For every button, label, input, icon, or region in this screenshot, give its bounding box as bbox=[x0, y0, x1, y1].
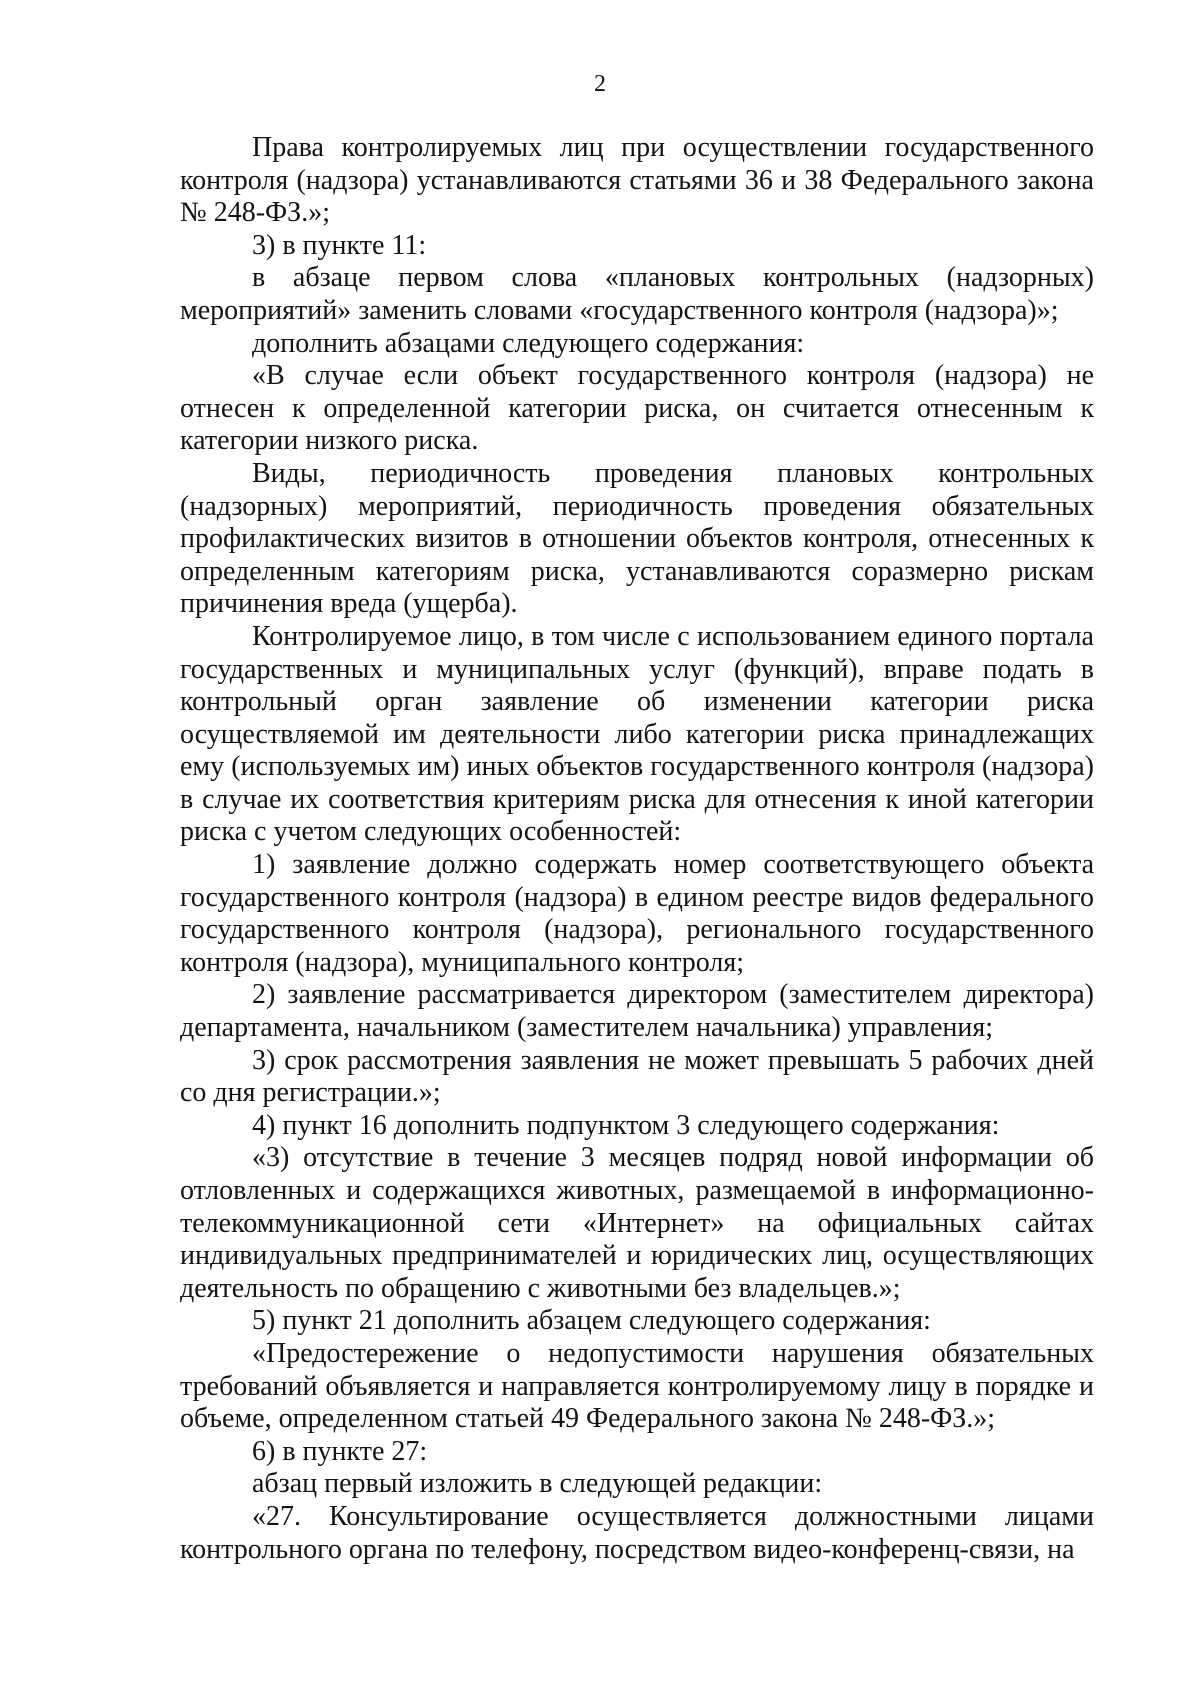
paragraph: «Предостережение о недопустимости нарушения обязательных требований объявляется и направляется контролируемому лицу в порядке и объеме, определенном статьей 49 Федерального закона № 248-ФЗ.»; bbox=[180, 1337, 1094, 1435]
paragraph: в абзаце первом слова «плановых контрольных (надзорных) мероприятий» заменить словами «государственного контроля (надзора)»; bbox=[180, 262, 1094, 326]
paragraph: дополнить абзацами следующего содержания: bbox=[252, 327, 805, 359]
paragraph: Права контролируемых лиц при осуществлении государственного контроля (надзора) устанавливаются статьями 36 и 38 Федерального закона № 248-ФЗ.»; bbox=[180, 132, 1094, 229]
paragraph: 3) в пункте 11: bbox=[252, 229, 427, 261]
page-number: 2 bbox=[594, 71, 606, 97]
paragraph: 6) в пункте 27: bbox=[252, 1435, 428, 1467]
paragraph: «27. Консультирование осуществляется должностными лицами контрольного органа по телефону, посредством видео-конференц-связи, на bbox=[180, 1500, 1094, 1565]
paragraph: 1) заявление должно содержать номер соответствующего объекта государственного контроля (надзора) в едином реестре видов федерального государственного контроля (надзора), регионального государственного контроля (надзора), муниципального контроля; bbox=[180, 849, 1094, 978]
paragraph: 3) срок рассмотрения заявления не может превышать 5 рабочих дней со дня регистрации.»; bbox=[180, 1044, 1094, 1109]
document-body bbox=[180, 132, 1094, 1566]
paragraph: «3) отсутствие в течение 3 месяцев подряд новой информации об отловленных и содержащихся животных, размещаемой в информационно-телекоммуникационной сети «Интернет» на официальных сайтах индивидуальных предпринимателей и юридических лиц, осуществляющих деятельность по обращению с животными без владельцев.»; bbox=[180, 1142, 1094, 1304]
paragraph: 4) пункт 16 дополнить подпунктом 3 следующего содержания: bbox=[252, 1109, 1000, 1141]
paragraph: Контролируемое лицо, в том числе с использованием единого портала государственных и муниципальных услуг (функций), вправе подать в контрольный орган заявление об изменении категории риска осуществляемой им деятельности либо категории риска принадлежащих ему (используемых им) иных объектов государственного контроля (надзора) в случае их соответствия критериям риска для отнесения к иной категории риска с учетом следующих особенностей: bbox=[180, 620, 1094, 848]
paragraph: «В случае если объект государственного контроля (надзора) не отнесен к определенной категории риска, он считается отнесенным к категории низкого риска. bbox=[180, 360, 1094, 457]
paragraph: абзац первый изложить в следующей редакции: bbox=[252, 1468, 823, 1500]
paragraph: Виды, периодичность проведения плановых контрольных (надзорных) мероприятий, периодичность проведения обязательных профилактических визитов в отношении объектов контроля, отнесенных к определенным категориям риска, устанавливаются соразмерно рискам причинения вреда (ущерба). bbox=[180, 457, 1094, 620]
paragraph: 5) пункт 21 дополнить абзацем следующего содержания: bbox=[252, 1305, 931, 1337]
paragraph: 2) заявление рассматривается директором (заместителем директора) департамента, начальником (заместителем начальника) управления; bbox=[180, 979, 1094, 1044]
